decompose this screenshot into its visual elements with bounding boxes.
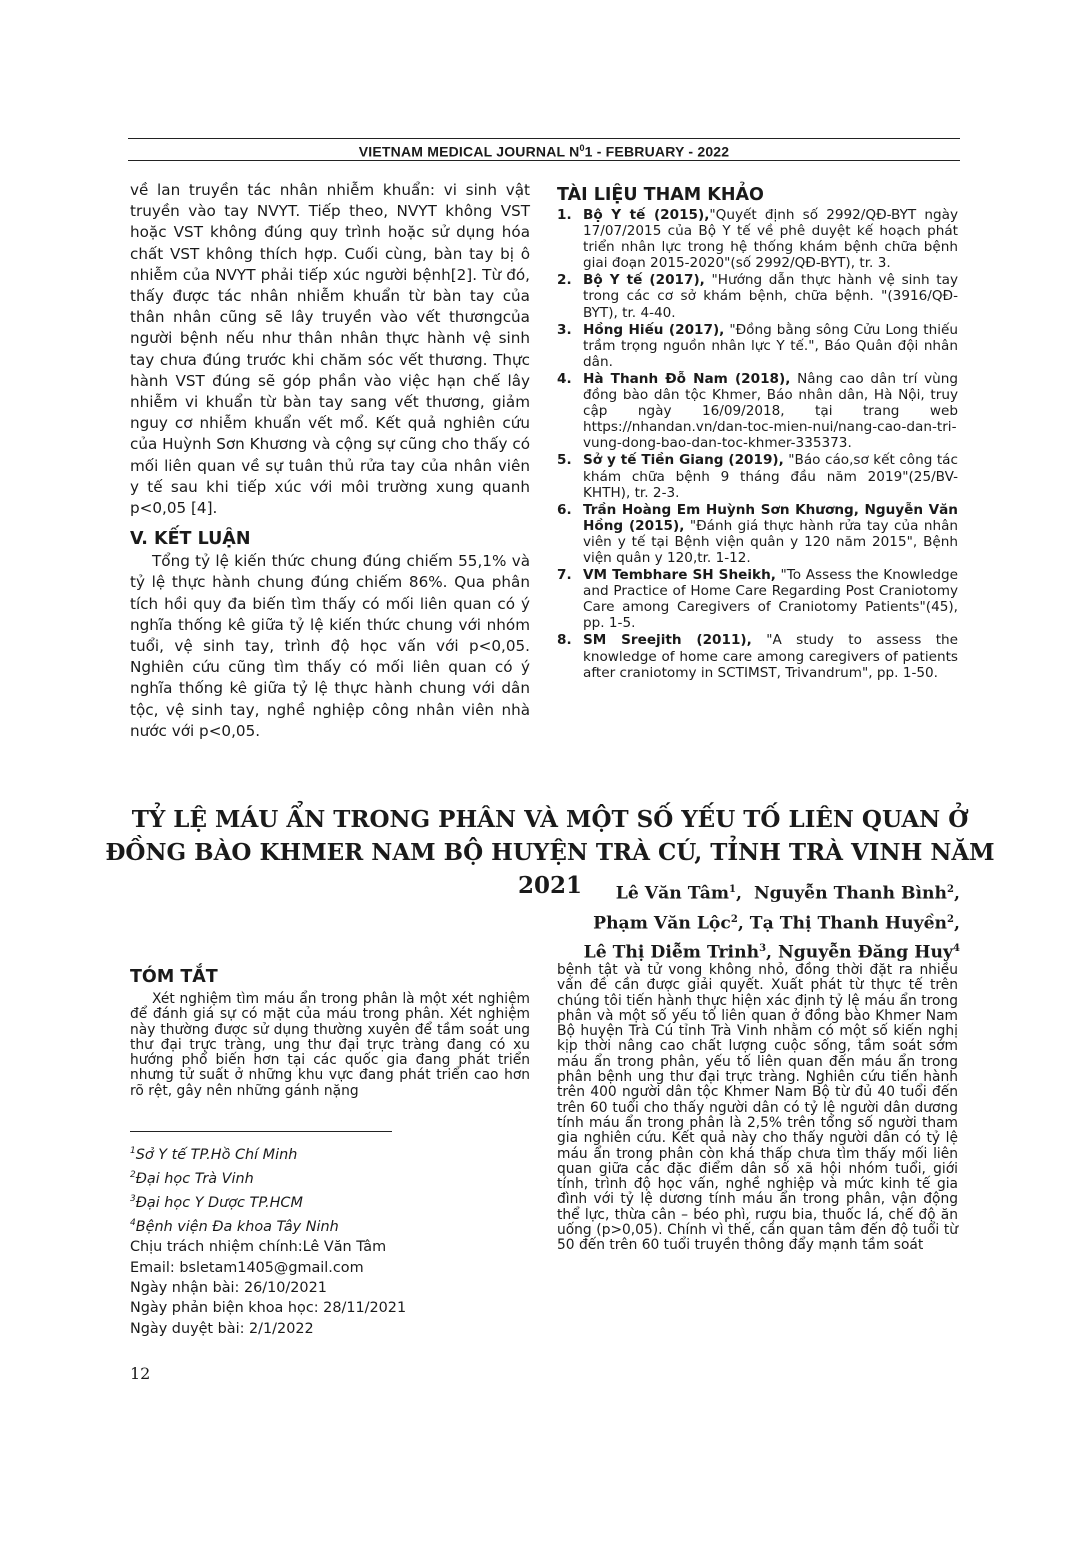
journal-name: VIETNAM MEDICAL JOURNAL N xyxy=(358,143,580,160)
reference-item: 1. Bộ Y tế (2015),"Quyết định số 2992/QĐ-BYT ngày 17/07/2015 của Bộ Y tế về phê duyệt kế hoạch phát triển nhân lực trong hệ thống khám bệnh chữa bệnh giai đoạn 2015-2020"(số 2992/QĐ-BYT), tr. 3. xyxy=(557,207,958,272)
header-rule-top xyxy=(128,138,960,139)
summary-heading: TÓM TẮT xyxy=(130,967,218,987)
reference-item: 7. VM Tembhare SH Sheikh, "To Assess the Knowledge and Practice of Home Care Regarding Post Craniotomy Care among Caregivers of Craniotomy Patients"(45), pp. 1-5. xyxy=(557,567,959,632)
author-line: Lê Văn Tâm$^1$, Nguyễn Thanh Bình$^2$, xyxy=(615,883,960,904)
reference-item: 2. Bộ Y tế (2017), "Hướng dẫn thực hành vệ sinh tay trong các cơ sở khám bệnh, chữa bệnh. "(3916/QĐ-BYT), tr. 4-40. xyxy=(557,272,959,321)
reference-item: 4. Hà Thanh Đỗ Nam (2018), Nâng cao dân trí vùng đồng bào dân tộc Khmer, Báo nhân dân, Hà Nội, truy cập ngày 16/09/2018, tại trang web https://nhandan.vn/dan-toc-mien-nui/nang-cao-dan-tri-vung-dong-bao-dan-toc-khmer-335373. xyxy=(557,370,958,452)
reference-item: 3. Hồng Hiếu (2017), "Đồng bằng sông Cửu Long thiếu trầm trọng nguồn nhân lực Y tế.", Báo Quân đội nhân dân. xyxy=(557,321,958,370)
header-rule-bottom xyxy=(128,160,960,161)
affiliation-item: $^4$Bệnh viện Đa khoa Tây Ninh xyxy=(130,1218,339,1236)
conclusion-paragraph: Tổng tỷ lệ kiến thức chung đúng chiếm 55,1% và tỷ lệ thực hành chung đúng chiếm 86%. Qua phân tích hồi quy đa biến tìm thấy có mối liên quan có ý nghĩa thống kê giữa tỷ lệ kiến thức chung với nhóm tuổi, vệ sinh tay, trình độ học vấn với p<0,05. Nghiên cứu cũng tìm thấy có mối liên quan có ý nghĩa thống kê giữa tỷ lệ thực hành chung với dân tộc, vệ sinh tay, nghề nghiệp công nhân viên nhà nước với p<0,05. xyxy=(130,552,530,740)
reference-item: 5. Sở y tế Tiền Giang (2019), "Báo cáo,sơ kết công tác khám chữa bệnh 9 tháng đầu năm 2019"(25/BV-KHTH), tr. 2-3. xyxy=(557,452,958,501)
affiliation-item: $^1$Sở Y tế TP.Hồ Chí Minh xyxy=(130,1146,298,1163)
left-column xyxy=(130,180,530,742)
reference-item: 8. SM Sreejith (2011), "A study to assess the knowledge of home care among caregivers of patients after craniotomy in SCTIMST, Trivandrum", pp. 1-50. xyxy=(557,632,959,681)
references-section xyxy=(557,183,958,682)
journal-header xyxy=(128,143,960,160)
corresponding-author: Chịu trách nhiệm chính:Lê Văn Tâm xyxy=(130,1239,387,1256)
footnotes xyxy=(130,1141,530,1339)
page-number: 12 xyxy=(130,1364,151,1383)
discussion-paragraph: về lan truyền tác nhân nhiễm khuẩn: vi sinh vật truyền vào tay NVYT. Tiếp theo, NVYT không VST hoặc VST không đúng quy trình hoặc sử dụng hóa chất VST không thích hợp. Cuối cùng, bàn tay bị ô nhiễm của NVYT phải tiếp xúc người bệnh[2]. Từ đó, thấy được tác nhân nhiễm khuẩn từ bàn tay của thân nhân cũng sẽ lây truyền vào vết thươngcủa người bệnh nếu như thân nhân thực hành vệ sinh tay chưa đúng trước khi chăm sóc vết thương. Thực hành VST đúng sẽ góp phần vào việc hạn chế lây nhiễm vi khuẩn từ bàn tay sang vết thương, giảm nguy cơ nhiễm khuẩn vết mổ. Kết quả nghiên cứu của Huỳnh Sơn Khương và cộng sự cũng cho thấy có mối liên quan về sự tuân thủ rửa tay của nhân viên y tế sau khi tiếp xúc với môi trường xung quanh p<0,05 [4]. xyxy=(130,181,530,518)
references-heading: TÀI LIỆU THAM KHẢO xyxy=(557,185,764,205)
conclusion-heading: V. KẾT LUẬN xyxy=(130,529,251,550)
affiliation-item: $^2$Đại học Trà Vinh xyxy=(130,1170,254,1187)
journal-issue: 1 - FEBRUARY - 2022 xyxy=(584,143,730,160)
author-line: Phạm Văn Lộc$^2$, Tạ Thị Thanh Huyền$^2$, xyxy=(593,913,960,934)
footnote-rule xyxy=(130,1131,392,1132)
date-received: Ngày nhận bài: 26/10/2021 xyxy=(130,1279,327,1296)
author-list xyxy=(584,877,960,966)
summary-paragraph-start: Xét nghiệm tìm máu ẩn trong phân là một xét nghiệm để đánh giá sự có mặt của máu trong phân. Xét nghiệm này thường được sử dụng thường xuyên để tầm soát ung thư đại trực tràng, ung thư đại trực tràng đang có xu hướng phổ biến hơn tại các quốc gia đang phát triển nhưng tử suất ở những khu vực đang phát triển cao hơn rõ rệt, gây nên những gánh nặng xyxy=(130,991,530,1099)
article-title-line-2: ĐỒNG BÀO KHMER NAM BỘ HUYỆN TRÀ CÚ, TỈNH TRÀ VINH NĂM 2021 xyxy=(105,839,995,899)
summary-right-column xyxy=(557,963,958,1254)
affiliation-item: $^3$Đại học Y Dược TP.HCM xyxy=(130,1194,303,1211)
journal-number-sup: 0 xyxy=(579,143,585,153)
reference-item: 6. Trần Hoàng Em Huỳnh Sơn Khương, Nguyễn Văn Hồng (2015), "Đánh giá thực hành rửa tay của nhân viên y tế tại Bệnh viện quân y 120 năm 2015", Bệnh viện quân y 120,tr. 1-12. xyxy=(557,501,959,566)
summary-left-column xyxy=(130,965,530,1099)
article-title-line-1: TỶ LỆ MÁU ẨN TRONG PHÂN VÀ MỘT SỐ YẾU TỐ LIÊN QUAN Ở xyxy=(131,806,969,833)
author-line: Lê Thị Diễm Trinh$^3$, Nguyễn Đăng Huy$^4$ xyxy=(583,943,960,964)
email: Email: bsletam1405@gmail.com xyxy=(130,1259,364,1276)
date-accepted: Ngày duyệt bài: 2/1/2022 xyxy=(130,1320,314,1337)
summary-paragraph-continued: bệnh tật và tử vong không nhỏ, đồng thời đặt ra nhiều vấn đề cần được giải quyết. Xuất phát từ thực tế trên chúng tôi tiến hành thực hiện xác định tỷ lệ máu ẩn trong phân và một số yếu tố liên quan ở đồng bào Khmer Nam Bộ huyện Trà Cú tỉnh Trà Vinh nhằm có một số kiến nghị kịp thời nâng cao chất lượng cuộc sống, tầm soát sớm máu ẩn trong phân, yếu tố liên quan đến máu ẩn trong phân bệnh ung thư đại trực tràng. Nghiên cứu tiến hành trên 400 người dân tộc Khmer Nam Bộ từ đủ 40 tuổi đến trên 60 tuổi cho thấy người dân có tỷ lệ người dân dương tính máu ẩn trong phân là 2,5% trên tổng số người tham gia nghiên cứu. Kết quả này cho thấy người dân có tỷ lệ máu ẩn trong phân còn khá thấp chưa tìm thấy mối liên quan giữa các đặc điểm dân số xã hội nhóm tuổi, giới tính, trình độ học vấn, nghề nghiệp và mức kinh tế gia đình với tỷ lệ dương tính máu ẩn trong phân, vận động thể lực, thừa cân – béo phì, rượu bia, thuốc lá, chế độ ăn uống (p>0,05). Chính vì thế, cần quan tâm đến độ tuổi từ 50 đến trên 60 tuổi truyền thông đẩy mạnh tầm soát xyxy=(557,962,958,1254)
references-list xyxy=(557,207,958,681)
date-reviewed: Ngày phản biện khoa học: 28/11/2021 xyxy=(130,1300,407,1317)
